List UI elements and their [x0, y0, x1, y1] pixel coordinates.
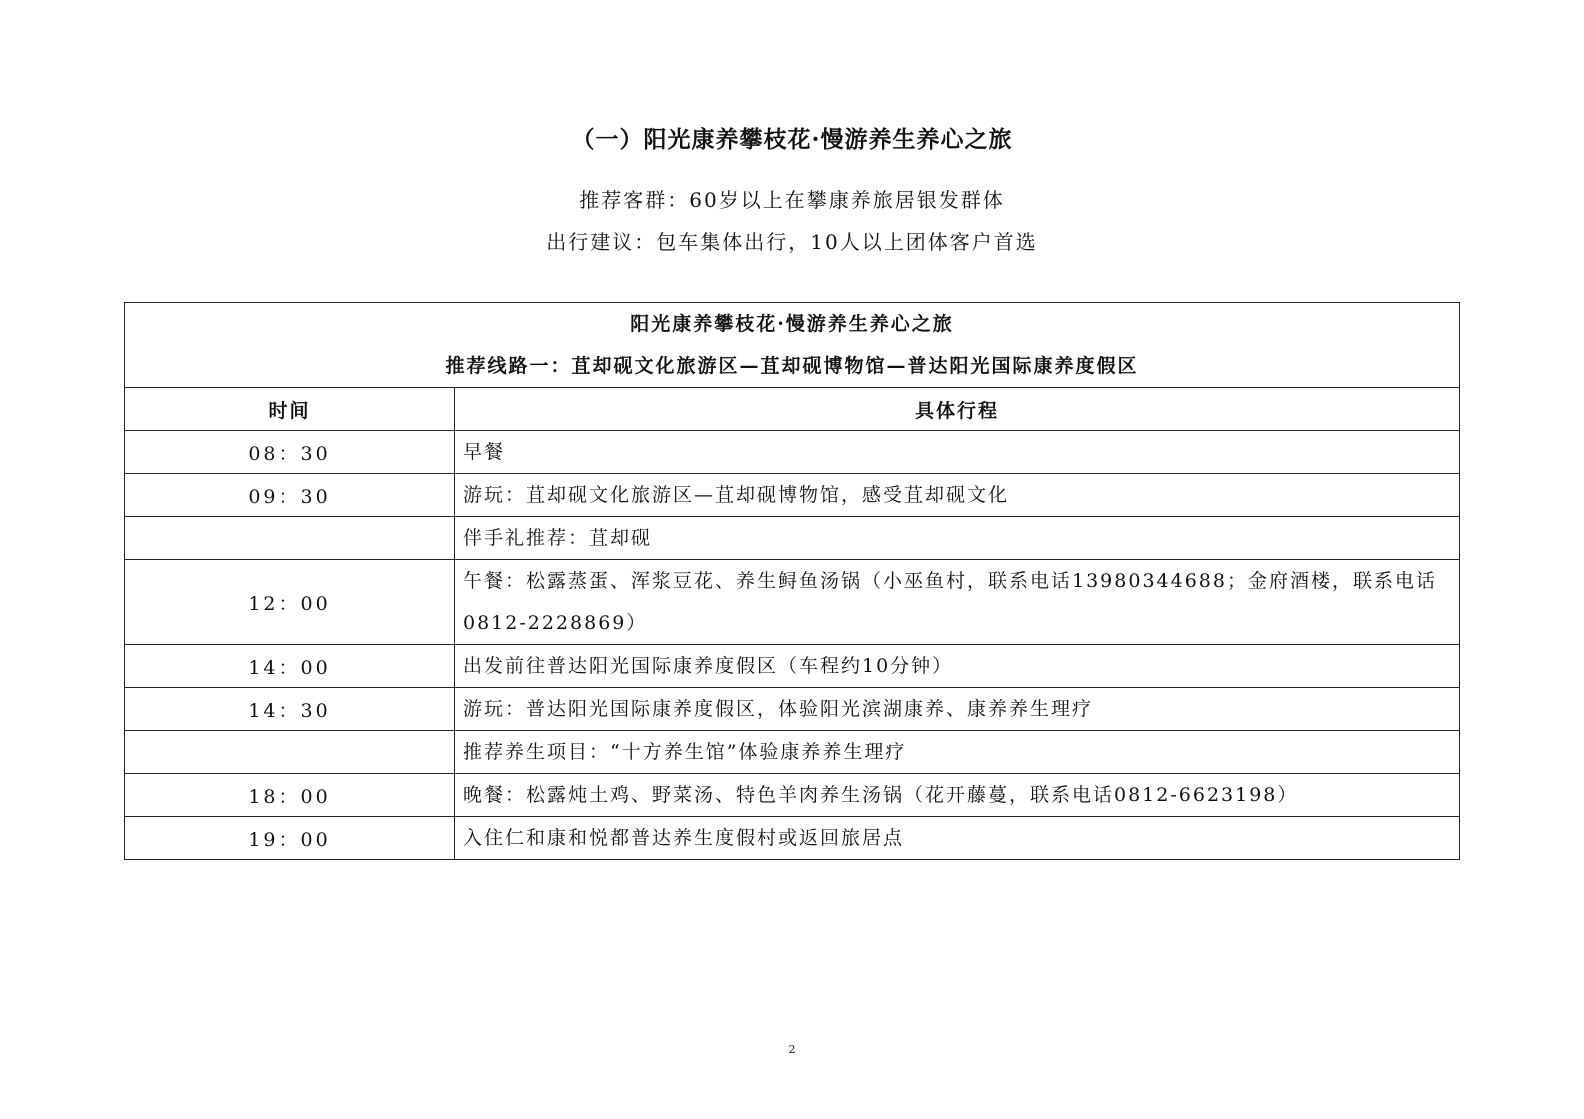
target-group-line: 推荐客群：60岁以上在攀康养旅居银发群体 [579, 188, 1005, 212]
page-title: （一）阳光康养攀枝花·慢游养生养心之旅 [571, 126, 1013, 153]
time-cell [125, 517, 455, 560]
detail-cell: 伴手礼推荐：苴却砚 [455, 517, 1460, 560]
table-row [125, 688, 1460, 731]
travel-advice-line: 出行建议：包车集体出行，10人以上团体客户首选 [546, 230, 1038, 254]
table-row [125, 560, 1460, 645]
time-cell: 12：00 [125, 560, 455, 645]
table-row [125, 774, 1460, 817]
table-row [125, 817, 1460, 860]
table-header-row [125, 303, 1460, 388]
time-cell: 09：30 [125, 474, 455, 517]
detail-cell: 出发前往普达阳光国际康养度假区（车程约10分钟） [455, 645, 1460, 688]
page-number: 2 [788, 1043, 796, 1056]
table-header-cell [125, 303, 1460, 388]
time-cell: 08：30 [125, 431, 455, 474]
itinerary-table [124, 302, 1460, 860]
route-title: 推荐线路一：苴却砚文化旅游区—苴却砚博物馆—普达阳光国际康养度假区 [445, 355, 1139, 377]
column-header-detail: 具体行程 [455, 388, 1460, 431]
column-header-row [125, 388, 1460, 431]
time-cell: 14：30 [125, 688, 455, 731]
detail-cell: 入住仁和康和悦都普达养生度假村或返回旅居点 [455, 817, 1460, 860]
time-cell: 14：00 [125, 645, 455, 688]
detail-cell: 游玩：苴却砚文化旅游区—苴却砚博物馆，感受苴却砚文化 [455, 474, 1460, 517]
table-row [125, 645, 1460, 688]
table-row [125, 474, 1460, 517]
detail-cell: 推荐养生项目：“十方养生馆”体验康养养生理疗 [455, 731, 1460, 774]
column-header-time: 时间 [125, 388, 455, 431]
table-row [125, 517, 1460, 560]
table-row [125, 731, 1460, 774]
time-cell: 18：00 [125, 774, 455, 817]
time-cell: 19：00 [125, 817, 455, 860]
detail-cell: 晚餐：松露炖土鸡、野菜汤、特色羊肉养生汤锅（花开藤蔓，联系电话0812-6623198） [455, 774, 1460, 817]
table-row [125, 431, 1460, 474]
detail-cell: 游玩：普达阳光国际康养度假区，体验阳光滨湖康养、康养养生理疗 [455, 688, 1460, 731]
time-cell [125, 731, 455, 774]
detail-cell: 午餐：松露蒸蛋、浑浆豆花、养生鲟鱼汤锅（小巫鱼村，联系电话13980344688；金府酒楼，联系电话0812-2228869） [455, 560, 1460, 645]
detail-cell: 早餐 [455, 431, 1460, 474]
table-title: 阳光康养攀枝花·慢游养生养心之旅 [630, 313, 954, 335]
